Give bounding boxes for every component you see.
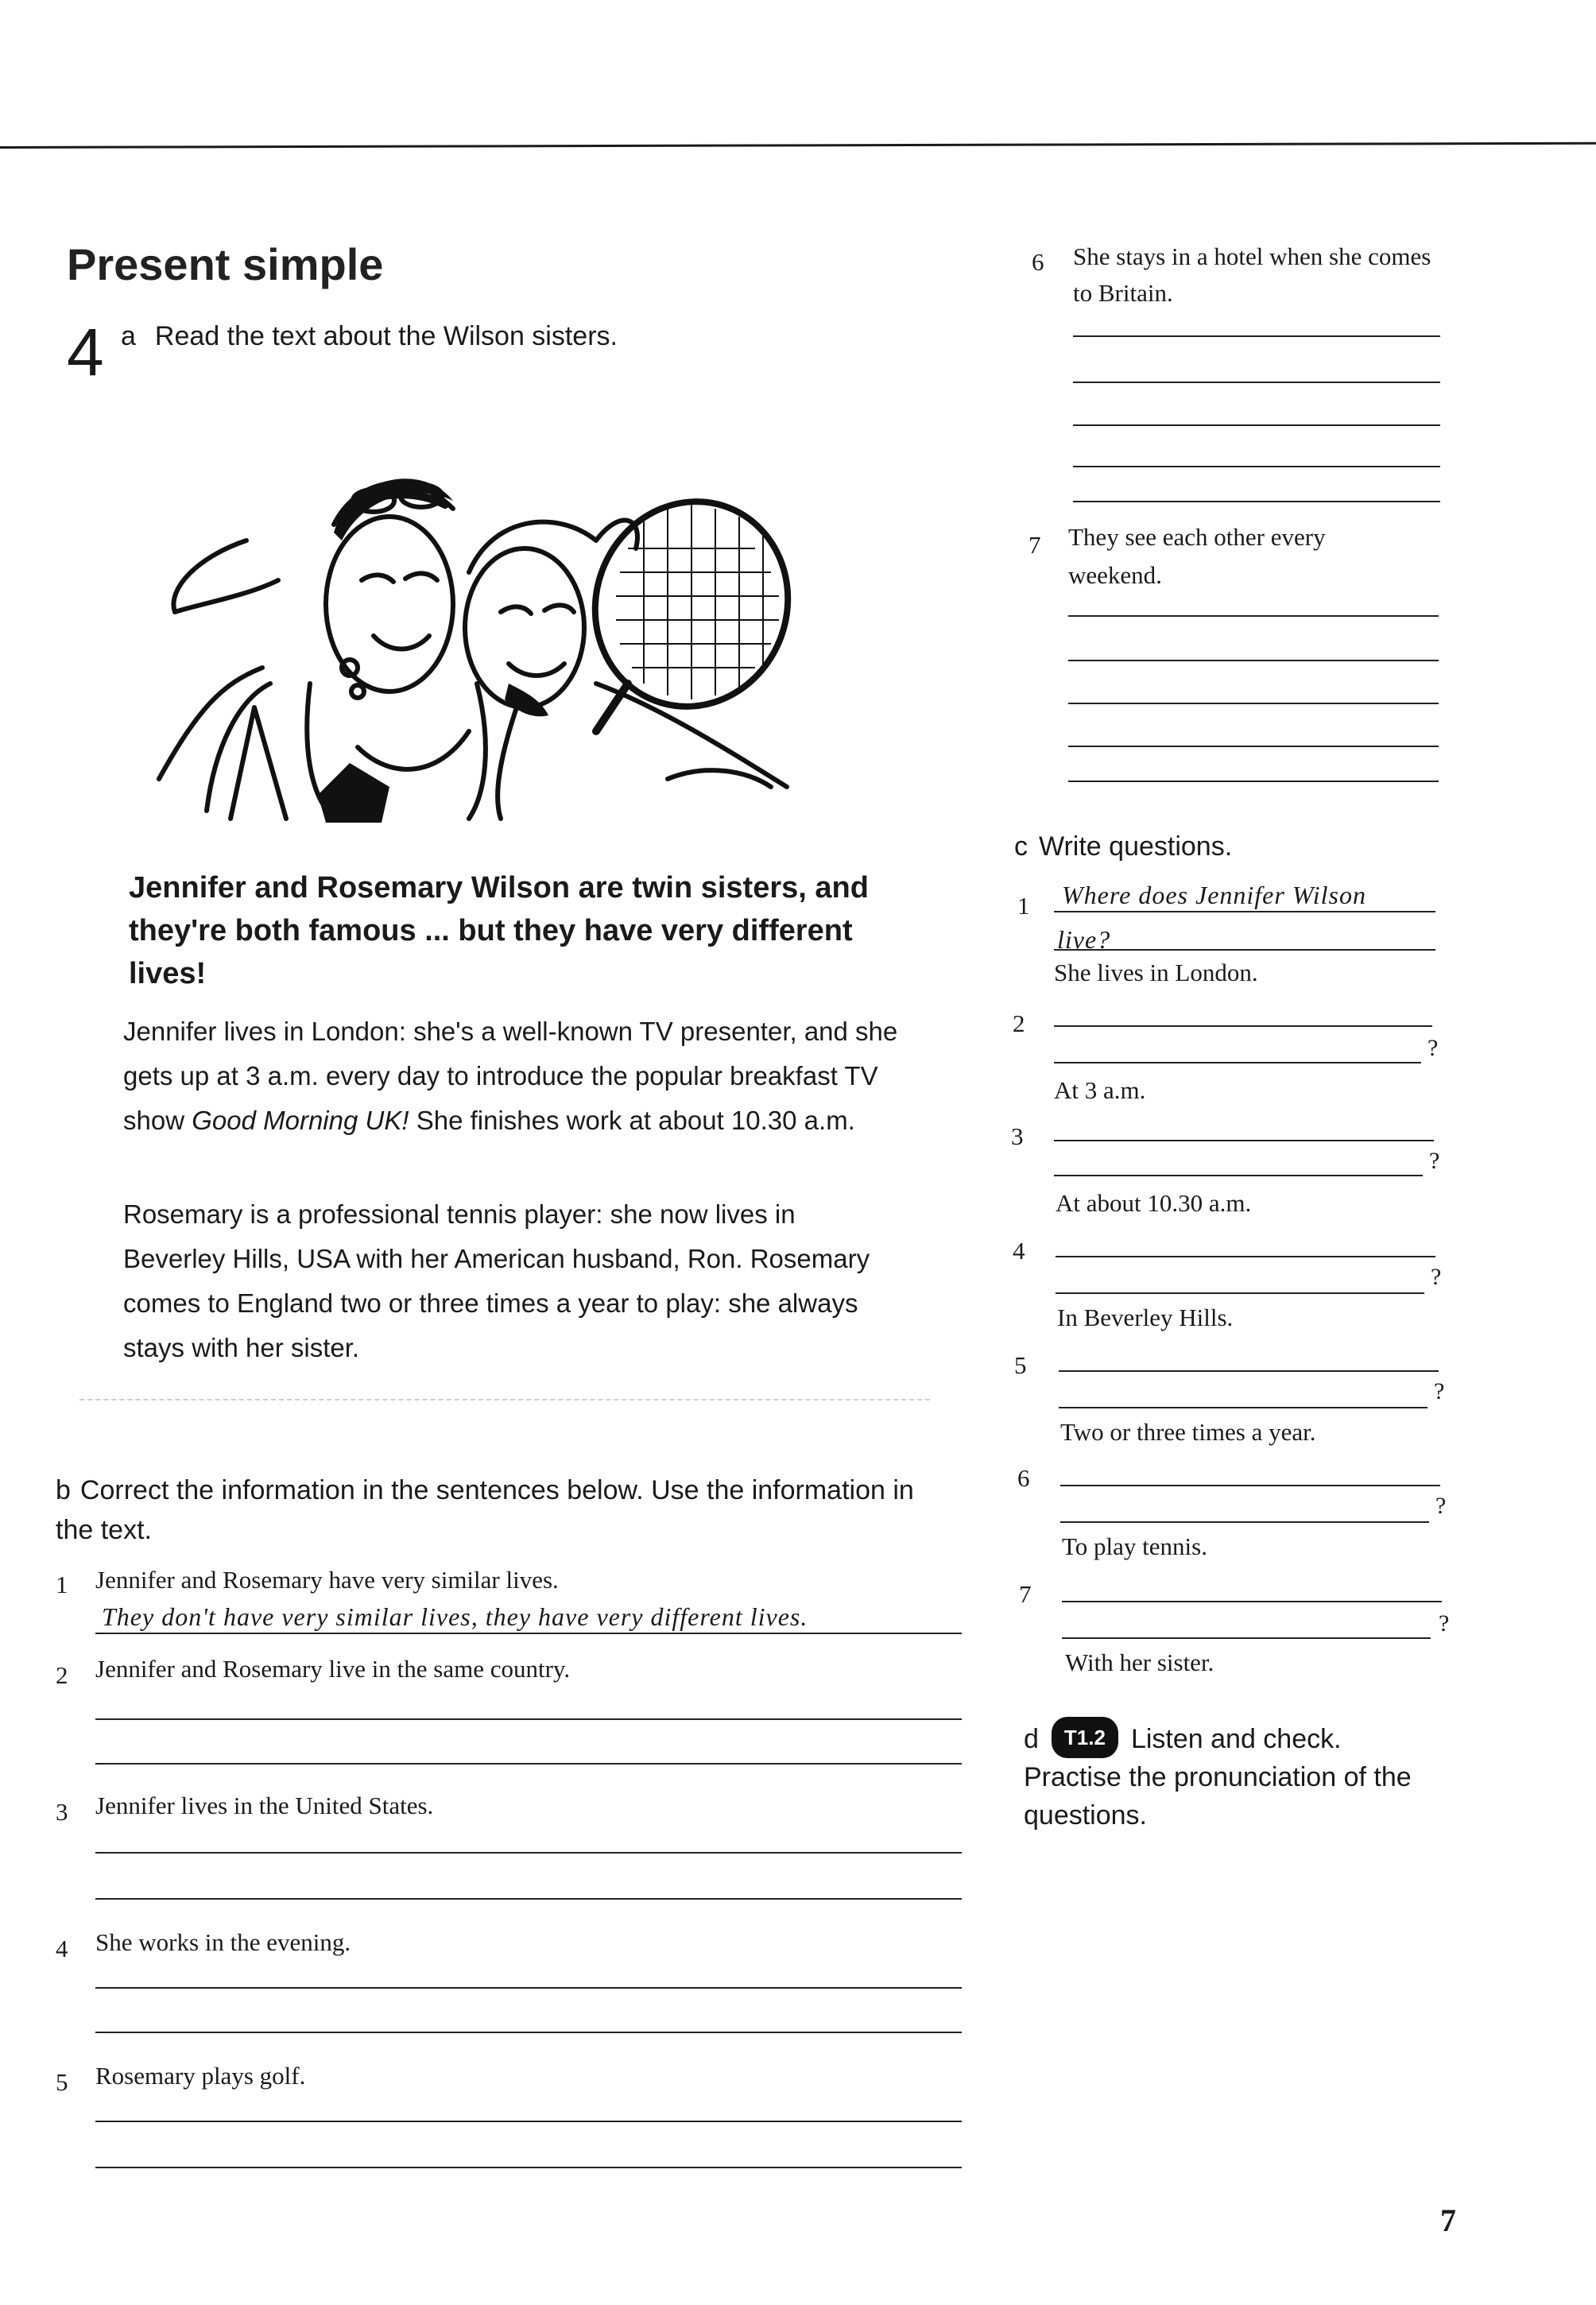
b-item-6-number: 6 bbox=[1032, 248, 1044, 276]
part-c-letter: c bbox=[1014, 831, 1028, 862]
b-item-3-line-1[interactable] bbox=[95, 1852, 962, 1854]
b-item-7-line-2[interactable] bbox=[1068, 660, 1439, 661]
two-sisters-with-tennis-racket-illustration bbox=[151, 445, 866, 827]
b-item-4-number: 4 bbox=[56, 1935, 68, 1962]
b-item-5-line-2[interactable] bbox=[95, 2167, 962, 2168]
show-title: Good Morning UK! bbox=[192, 1106, 409, 1135]
c-item-4-answer: In Beverley Hills. bbox=[1057, 1304, 1234, 1331]
c-item-7-question-mark: ? bbox=[1439, 1610, 1450, 1637]
part-d-instruction-2: Practise the pronunciation of the questions. bbox=[1024, 1762, 1412, 1830]
c-item-7-line-1[interactable] bbox=[1062, 1601, 1442, 1602]
c-item-2-number: 2 bbox=[1013, 1009, 1025, 1037]
top-rule bbox=[0, 142, 1596, 149]
page-number: 7 bbox=[1440, 2202, 1456, 2238]
c-item-7-number: 7 bbox=[1019, 1580, 1032, 1608]
article-divider bbox=[79, 1399, 930, 1401]
b-item-6-line-2[interactable] bbox=[1073, 382, 1440, 383]
racket-strings bbox=[616, 505, 779, 699]
b-item-3-number: 3 bbox=[56, 1798, 68, 1826]
b-item-2-line-2[interactable] bbox=[95, 1763, 962, 1765]
b-item-7-line-3[interactable] bbox=[1068, 703, 1439, 704]
c-item-1-answer: She lives in London. bbox=[1054, 959, 1258, 986]
c-item-5-answer: Two or three times a year. bbox=[1060, 1418, 1316, 1446]
c-item-2-question-mark: ? bbox=[1427, 1035, 1439, 1061]
c-item-4-line-2[interactable] bbox=[1056, 1292, 1424, 1294]
b-item-2-number: 2 bbox=[56, 1661, 68, 1689]
sisters-illustration bbox=[151, 445, 866, 827]
b-item-1-number: 1 bbox=[56, 1571, 68, 1598]
c-item-3-number: 3 bbox=[1011, 1122, 1024, 1150]
b-item-1-text: Jennifer and Rosemary have very similar lives. bbox=[95, 1566, 559, 1594]
c-item-2-line-1[interactable] bbox=[1054, 1025, 1432, 1027]
b-item-2-line-1[interactable] bbox=[95, 1718, 962, 1720]
exercise-number: 4 bbox=[67, 315, 104, 389]
b-item-7-line-4[interactable] bbox=[1068, 746, 1439, 747]
c-item-3-line-2[interactable] bbox=[1054, 1175, 1423, 1176]
b-item-6-line-1[interactable] bbox=[1073, 335, 1440, 337]
paragraph-1-end: She finishes work at about 10.30 a.m. bbox=[409, 1106, 855, 1135]
part-b-instruction: Correct the information in the sentences below. Use the information in the text. bbox=[56, 1475, 914, 1545]
b-item-3-text: Jennifer lives in the United States. bbox=[95, 1792, 434, 1819]
b-item-2-text: Jennifer and Rosemary live in the same country. bbox=[95, 1655, 571, 1683]
article-lead: Jennifer and Rosemary Wilson are twin sisters, and they're both famous ... but they have very different lives! bbox=[129, 871, 869, 990]
b-item-4-line-2[interactable] bbox=[95, 2032, 962, 2033]
part-d-instruction-1: Listen and check. bbox=[1130, 1724, 1342, 1754]
part-c-instruction-row bbox=[1014, 831, 1232, 862]
b-item-5-text: Rosemary plays golf. bbox=[95, 2062, 306, 2090]
article-paragraph-2: Rosemary is a professional tennis player: she now lives in Beverley Hills, USA with her American husband, Ron. Rosemary comes to England two or three times a year to play: she always stays with her sister. bbox=[123, 1199, 870, 1362]
section-title: Present simple bbox=[67, 239, 384, 289]
c-item-6-number: 6 bbox=[1017, 1464, 1030, 1492]
c-item-6-question-mark: ? bbox=[1435, 1493, 1447, 1519]
b-item-7-line-5[interactable] bbox=[1068, 781, 1439, 782]
c-item-1-line-1 bbox=[1054, 911, 1435, 912]
part-a-instruction-row bbox=[121, 321, 618, 352]
part-a-letter: a bbox=[121, 321, 136, 351]
b-item-6-line-4[interactable] bbox=[1073, 466, 1440, 467]
c-item-5-number: 5 bbox=[1014, 1351, 1027, 1379]
b-item-5-number: 5 bbox=[56, 2068, 68, 2096]
c-item-1-number: 1 bbox=[1017, 892, 1030, 920]
c-item-7-line-2[interactable] bbox=[1062, 1637, 1431, 1639]
c-item-5-line-2[interactable] bbox=[1059, 1407, 1427, 1408]
c-item-1-line-2 bbox=[1054, 949, 1435, 951]
b-item-1-answer: They don't have very similar lives, they have very different lives. bbox=[102, 1602, 808, 1631]
audio-track-badge[interactable]: T1.2 bbox=[1052, 1717, 1118, 1758]
c-item-3-line-1[interactable] bbox=[1054, 1140, 1434, 1141]
c-item-1-question-line-2: live? bbox=[1057, 925, 1111, 954]
b-item-6-text: She stays in a hotel when she comes to Britain. bbox=[1073, 242, 1431, 307]
part-d-letter: d bbox=[1024, 1724, 1039, 1754]
b-item-1-line bbox=[95, 1633, 962, 1634]
b-item-6-line-5[interactable] bbox=[1073, 501, 1440, 502]
c-item-4-number: 4 bbox=[1013, 1237, 1025, 1265]
c-item-6-line-1[interactable] bbox=[1060, 1485, 1440, 1486]
c-item-4-question-mark: ? bbox=[1431, 1264, 1442, 1290]
part-b-letter: b bbox=[56, 1475, 71, 1505]
c-item-1-question-line-1: Where does Jennifer Wilson bbox=[1062, 881, 1366, 909]
b-item-7-line-1[interactable] bbox=[1068, 615, 1439, 617]
c-item-7-answer: With her sister. bbox=[1065, 1648, 1214, 1676]
part-c-instruction: Write questions. bbox=[1039, 831, 1233, 862]
c-item-4-line-1[interactable] bbox=[1056, 1256, 1435, 1257]
b-item-4-line-1[interactable] bbox=[95, 1987, 962, 1989]
c-item-2-line-2[interactable] bbox=[1054, 1062, 1421, 1063]
part-d-block bbox=[1024, 1717, 1469, 1834]
b-item-7-number: 7 bbox=[1028, 531, 1041, 559]
b-item-6-line-3[interactable] bbox=[1073, 424, 1440, 426]
b-item-4-text: She works in the evening. bbox=[95, 1928, 351, 1956]
b-item-7-text: They see each other every weekend. bbox=[1068, 523, 1326, 589]
c-item-2-answer: At 3 a.m. bbox=[1054, 1076, 1146, 1104]
c-item-3-answer: At about 10.30 a.m. bbox=[1056, 1189, 1252, 1217]
c-item-6-line-2[interactable] bbox=[1060, 1521, 1429, 1523]
c-item-6-answer: To play tennis. bbox=[1062, 1532, 1207, 1560]
b-item-3-line-2[interactable] bbox=[95, 1898, 962, 1900]
b-item-5-line-1[interactable] bbox=[95, 2121, 962, 2122]
paragraph-1-text: Jennifer lives in London: she's a well-known TV presenter, and she gets up at 3 a.m. every day to introduce the popular breakfast TV show bbox=[123, 1017, 898, 1135]
article-paragraph-1 bbox=[123, 1009, 902, 1143]
c-item-5-question-mark: ? bbox=[1434, 1378, 1445, 1404]
c-item-5-line-1[interactable] bbox=[1059, 1370, 1439, 1372]
c-item-3-question-mark: ? bbox=[1429, 1148, 1440, 1174]
part-b-instruction-row bbox=[56, 1470, 954, 1550]
part-a-instruction: Read the text about the Wilson sisters. bbox=[154, 321, 618, 351]
